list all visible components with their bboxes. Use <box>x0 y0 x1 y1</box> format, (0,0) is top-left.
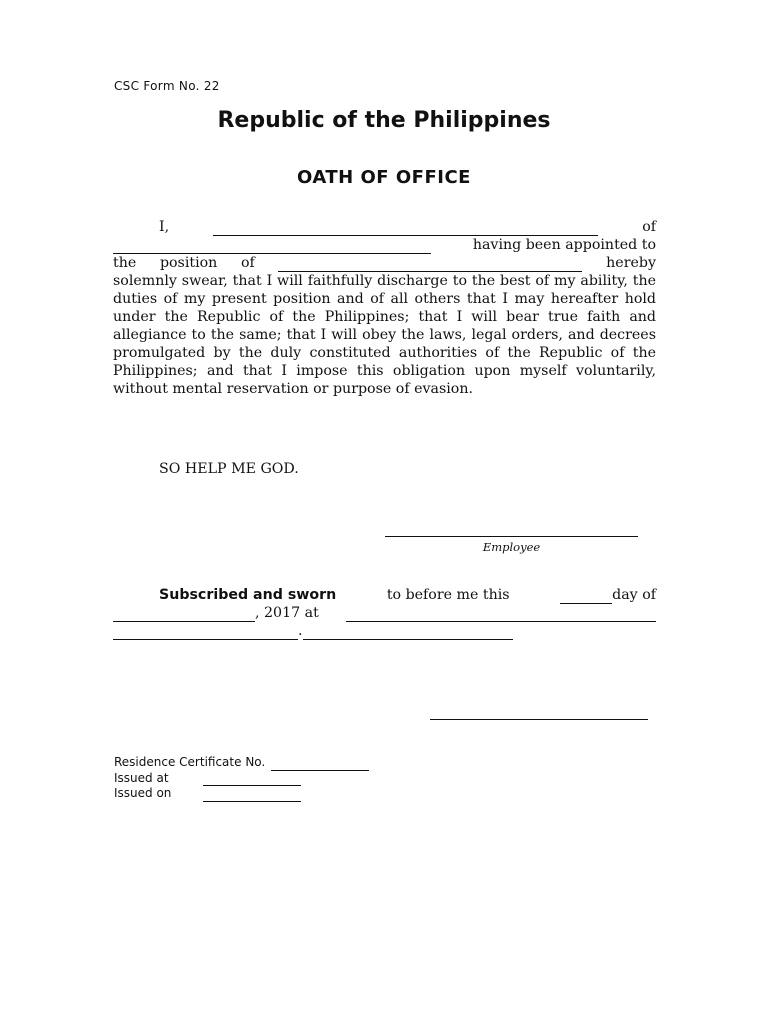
position-word: position <box>159 255 218 271</box>
issued-at-label: Issued at <box>114 770 169 785</box>
oath-pronoun: I, <box>159 219 170 235</box>
position-blank[interactable] <box>278 257 582 272</box>
oath-line-1 <box>113 218 656 236</box>
issued-on-blank[interactable] <box>203 790 301 802</box>
oath-paragraph <box>113 218 656 398</box>
appointed-text: having been appointed to <box>472 237 656 253</box>
sworn-line-2 <box>113 604 656 622</box>
day-blank[interactable] <box>560 589 612 604</box>
sworn-bold-text: Subscribed and sworn <box>159 587 337 603</box>
month-blank[interactable] <box>113 607 255 622</box>
sworn-paragraph <box>113 586 656 640</box>
day-group <box>560 586 656 604</box>
sworn-to-before: to before me this <box>386 587 510 603</box>
oath-line-2 <box>113 236 656 254</box>
the-word: the <box>113 255 137 271</box>
oath-line-3 <box>113 254 656 272</box>
form-number: CSC Form No. 22 <box>114 79 220 93</box>
issued-at-row <box>114 771 369 787</box>
name-blank[interactable] <box>213 221 598 236</box>
residence-cert-label: Residence Certificate No. <box>114 755 266 769</box>
month-group <box>113 604 319 622</box>
document-subtitle: OATH OF OFFICE <box>297 167 471 188</box>
sworn-line-3 <box>113 622 656 640</box>
page-title: Republic of the Philippines <box>217 108 551 133</box>
hereby-word: hereby <box>606 255 656 271</box>
address-blank[interactable] <box>113 239 431 254</box>
position-of-word: of <box>241 255 255 271</box>
sworn-line-1 <box>113 586 656 604</box>
oath-of-word: of <box>642 219 656 235</box>
place-blank-2[interactable] <box>113 625 298 640</box>
place-blank-3[interactable] <box>303 625 513 640</box>
issued-on-row <box>114 786 369 802</box>
residence-info <box>114 755 369 802</box>
employee-signature-line[interactable] <box>385 536 638 537</box>
issued-at-blank[interactable] <box>203 774 301 786</box>
closing-statement: SO HELP ME GOD. <box>159 461 299 477</box>
residence-cert-blank[interactable] <box>271 759 369 771</box>
place-blank[interactable] <box>346 607 656 622</box>
period-text: . <box>298 623 303 639</box>
day-of-text: day of <box>612 587 656 603</box>
year-text: , 2017 at <box>255 605 319 621</box>
issued-on-label: Issued on <box>114 786 172 800</box>
oath-body: solemnly swear, that I will faithfully discharge to the best of my ability, the duties of my present position and of all others that I may hereafter hold under the Republic of the Philippines; that I will bear true faith and allegiance to the same; that I will obey the laws, legal orders, and decrees promulgated by the duly constituted authorities of the Republic of the Philippines; and that I impose this obligation upon myself voluntarily, without mental reservation or purpose of evasion. <box>113 273 656 397</box>
residence-cert-row <box>114 755 369 771</box>
officer-signature-line[interactable] <box>430 719 648 720</box>
employee-label: Employee <box>482 540 541 554</box>
